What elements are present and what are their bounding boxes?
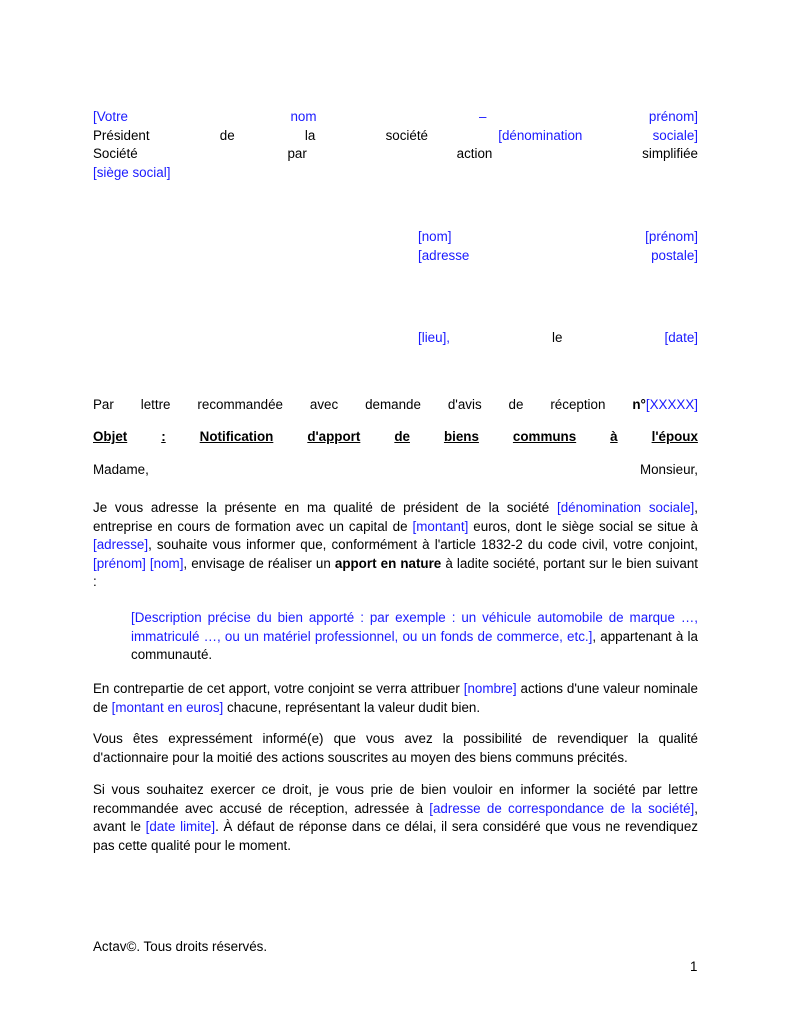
sender-word: sociale] [652, 127, 698, 143]
footer-copyright: Actav©. Tous droits réservés. [93, 939, 268, 954]
sender-word: la [304, 127, 316, 143]
object-word: biens [443, 429, 479, 444]
para4-text: , avant le [93, 800, 698, 835]
para1-text: , envisage de réaliser un [183, 555, 335, 571]
number-label: n° [632, 397, 646, 412]
sender-siege-social: [siège social] [93, 164, 171, 180]
object-word: l'époux [651, 429, 698, 444]
recipient-block [418, 228, 698, 265]
delivery-word: de [508, 397, 524, 412]
place-date-line [418, 329, 698, 348]
salutation-line [93, 461, 698, 480]
delivery-word: d'avis [447, 397, 482, 412]
delivery-word: réception [550, 397, 606, 412]
sender-word: Président [93, 127, 150, 143]
date-placeholder: [date] [664, 330, 698, 345]
para2-text: actions d'une valeur nominale de [93, 681, 698, 715]
salutation-monsieur: Monsieur, [639, 462, 698, 477]
object-word: communs [512, 429, 577, 444]
para4-text: Si vous souhaitez exercer ce droit, je vous prie de bien vouloir en informer la société par lettre recommandée avec accusé de réception, adressée à [93, 782, 698, 816]
sender-word: de [219, 127, 235, 143]
delivery-word: lettre [140, 397, 171, 412]
recipient-word: [prénom] [645, 229, 698, 244]
conjoint-placeholder: [prénom] [nom] [93, 555, 184, 571]
object-line-block [93, 428, 698, 447]
sender-line-4 [93, 164, 698, 183]
object-word: Notification [199, 429, 274, 444]
object-word: : [161, 429, 166, 444]
montant-euros-placeholder: [montant en euros] [111, 699, 224, 715]
sender-word: [dénomination [498, 127, 583, 143]
recipient-word: [nom] [418, 229, 452, 244]
description-text: appartenant à la communauté. [131, 628, 698, 663]
apport-nature-bold: apport en nature [334, 555, 442, 571]
sender-line-2 [93, 127, 698, 146]
para3-text: Vous êtes expressément informé(e) que vous avez la possibilité de revendiquer la qualité d'actionnaire pour la moitié des actions souscrites au moyen des biens communs précités. [93, 731, 698, 765]
salutation-block [93, 461, 698, 480]
adresse-placeholder: [adresse] [93, 537, 149, 553]
page-number: 1 [690, 959, 698, 974]
salutation-madame: Madame, [93, 462, 149, 477]
sender-line-3 [93, 145, 698, 164]
place-date-block [418, 329, 698, 348]
para1-text: , souhaite vous informer que, conformément à l'article 1832-2 du code civil, votre conjoint, [148, 537, 698, 553]
description-placeholder: [Description précise du bien apporté : par exemple : un véhicule automobile de marque …, immatriculé …, ou un matériel professionnel, ou un fonds de commerce, etc.] [131, 610, 698, 644]
object-word: Objet [93, 429, 128, 444]
delivery-word: avec [309, 397, 339, 412]
object-line [93, 428, 698, 447]
para1-text: Je vous adresse la présente en ma qualité de président de la société [93, 500, 557, 515]
denomination-placeholder: [dénomination sociale] [556, 500, 695, 515]
para4-text: . À défaut de réponse dans ce délai, il sera considéré que vous ne revendiquez pas cette qualité pour le moment. [93, 819, 698, 853]
delivery-line-block [93, 396, 698, 415]
paragraph-2 [93, 680, 698, 717]
object-word: de [394, 429, 410, 444]
sender-word: – [478, 109, 487, 124]
delivery-word: recommandée [197, 397, 284, 412]
paragraph-1 [93, 499, 698, 592]
sender-word: Société [93, 146, 138, 162]
description-block [131, 609, 698, 665]
recipient-word: [adresse [418, 247, 470, 263]
recipient-line-2 [418, 247, 698, 266]
sender-block [93, 108, 698, 182]
delivery-word: demande [365, 397, 421, 412]
sender-word: action [456, 146, 493, 162]
place-placeholder: [lieu], [418, 330, 451, 345]
delivery-word: Par [93, 397, 114, 412]
object-word: d'apport [307, 429, 361, 444]
date-limite-placeholder: [date limite] [145, 819, 216, 835]
para1-text: à ladite société, portant sur le bien suivant : [93, 555, 699, 590]
number-placeholder: [XXXXX] [645, 397, 698, 412]
le-word: le [552, 330, 563, 345]
delivery-line [93, 396, 698, 415]
paragraph-4 [93, 781, 698, 855]
sender-line-1 [93, 108, 698, 127]
para1-text: euros, dont le siège social se situe à [468, 518, 698, 534]
sender-word: nom [290, 109, 317, 124]
recipient-word: postale] [651, 247, 698, 263]
paragraph-3 [93, 730, 698, 767]
sender-word: [Votre [93, 109, 128, 124]
sender-word: simplifiée [642, 146, 698, 162]
delivery-number [632, 396, 698, 415]
recipient-line-1 [418, 228, 698, 247]
description-text: , [592, 628, 597, 644]
sender-word: par [287, 146, 307, 162]
object-word: à [610, 429, 618, 444]
sender-word: société [385, 127, 429, 143]
nombre-placeholder: [nombre] [463, 681, 517, 696]
correspondance-placeholder: [adresse de correspondance de la société] [429, 800, 695, 816]
para2-text: chacune, représentant la valeur dudit bien. [223, 699, 481, 715]
para2-text: En contrepartie de cet apport, votre conjoint se verra attribuer [93, 681, 464, 696]
montant-placeholder: [montant] [412, 518, 469, 534]
sender-word: prénom] [648, 109, 698, 124]
para1-text: , entreprise en cours de formation avec un capital de [93, 500, 698, 534]
